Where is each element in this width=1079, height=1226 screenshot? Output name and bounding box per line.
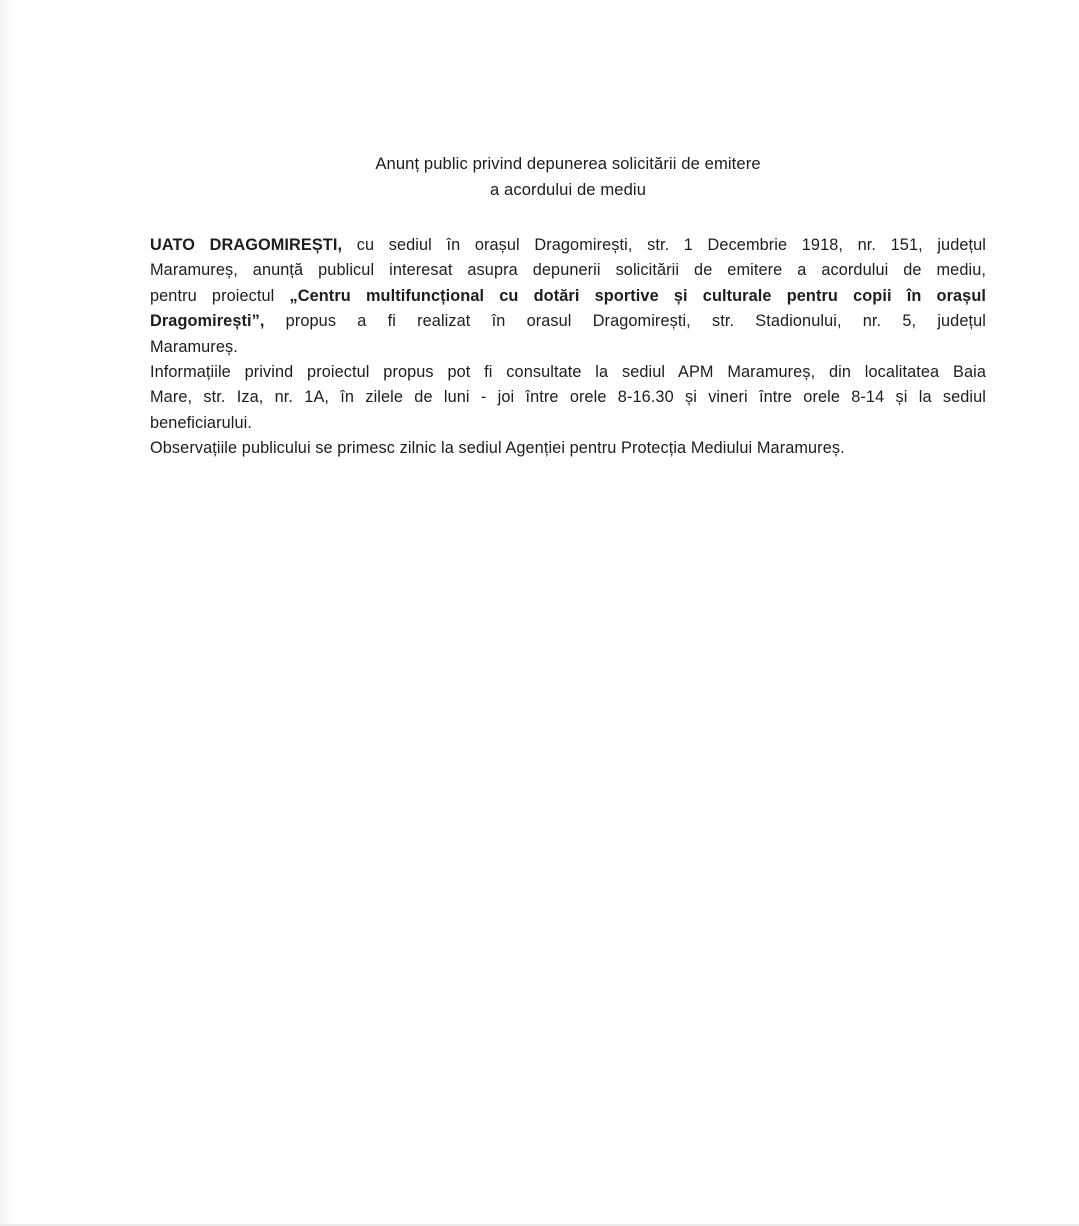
document-title — [150, 151, 986, 202]
body-line — [150, 258, 986, 283]
body-line — [150, 335, 986, 360]
body-line — [150, 360, 986, 385]
body-line — [150, 385, 986, 410]
body-text-segment: Maramureș, anunță publicul interesat asupra depunerii solicitării de emitere a acordului de mediu, — [150, 261, 986, 280]
body-line — [150, 284, 986, 309]
title-line-2: a acordului de mediu — [489, 179, 647, 199]
body-line — [150, 411, 986, 436]
body-text-segment: pentru proiectul — [150, 286, 290, 305]
body-text-segment: cu sediul în orașul Dragomirești, str. 1 Decembrie 1918, nr. 151, județul — [342, 236, 987, 254]
body-text-segment: Informațiile privind proiectul propus pot fi consultate la sediul APM Maramureș, din localitatea Baia — [150, 363, 986, 382]
body-text-segment: Maramureș. — [150, 337, 238, 356]
body-line — [150, 436, 986, 461]
project-name-bold: Dragomirești”, — [150, 312, 265, 331]
project-name-bold: „Centru multifuncțional cu dotări sportive și culturale pentru copii în orașul — [289, 286, 986, 305]
body-text-segment: propus a fi realizat în orasul Dragomirești, str. Stadionului, nr. 5, județul — [264, 312, 986, 331]
scan-edge-left-artifact — [0, 0, 15, 1226]
body-text-segment: beneficiarului. — [150, 413, 252, 432]
body-line — [150, 233, 986, 258]
org-name-bold: UATO DRAGOMIREȘTI, — [150, 236, 343, 254]
body-text-segment: Observațiile publicului se primesc zilnic la sediul Agenției pentru Protecția Mediului Maramureș. — [150, 439, 845, 458]
title-line-1: Anunț public privind depunerea solicitării de emitere — [375, 154, 761, 173]
body-line — [150, 309, 986, 334]
announcement-body — [150, 233, 986, 462]
body-text-segment: Mare, str. Iza, nr. 1A, în zilele de luni - joi între orele 8-16.30 și vineri între orele 8-14 și la sediul — [150, 388, 986, 407]
